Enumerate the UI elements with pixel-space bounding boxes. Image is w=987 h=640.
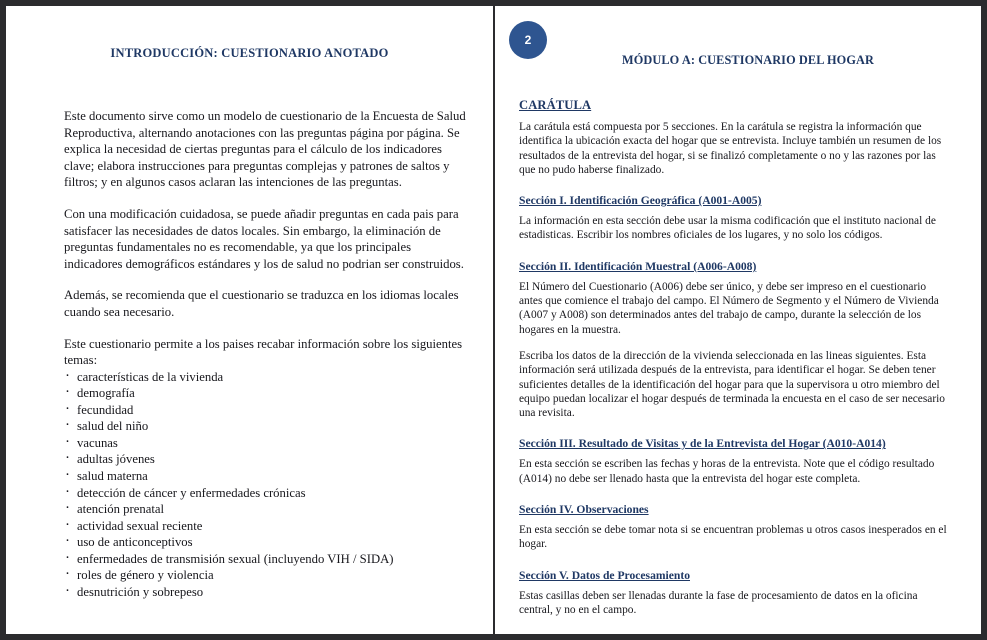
list-item: · salud materna <box>64 468 467 485</box>
section-paragraph: La carátula está compuesta por 5 secciones. En la carátula se registra la información que identifica la ubicación exacta del hogar que se entrevista. Incluye también un resumen de los resultados de la entrevista del hogar, si se finalizó completamente o no y las razones por las que no pudo haberse finalizado. <box>519 121 942 176</box>
intro-paragraph: Con una modificación cuidadosa, se puede añadir preguntas en cada pais para satisfacer las necesidades de datos locales. Sin embargo, la eliminación de preguntas fundamentales no es recomendable, ya que los principales indicadores demográficos estándares y los de salud no podrian ser construidos. <box>64 206 464 271</box>
intro-paragraph: Este documento sirve como un modelo de cuestionario de la Encuesta de Salud Reproductiva, alternando anotaciones con las preguntas página por página. Se explica la necesidad de ciertas preguntas para el cálculo de los indicadores clave; elabora instrucciones para preguntas complejas y patrones de saltos y filtros; y en algunos casos aclaran las intenciones de las preguntas. <box>64 109 466 190</box>
list-item: · características de la vivienda <box>64 369 467 386</box>
list-item: · atención prenatal <box>64 501 467 518</box>
section-heading-iv: Sección IV. Observaciones <box>519 503 649 517</box>
section-paragraph: En esta sección se debe tomar nota si se encuentran problemas u otros casos inesperados en el hogar. <box>519 524 947 551</box>
section-heading-ii: Sección II. Identificación Muestral (A006-A008) <box>519 259 757 273</box>
left-page <box>6 6 493 634</box>
list-item: · vacunas <box>64 435 467 452</box>
page-number-badge: 2 <box>509 21 547 59</box>
section-heading-caratula: CARÁTULA <box>519 98 592 112</box>
topics-lead-in: Este cuestionario permite a los paises recabar información sobre los siguientes temas: <box>64 336 463 368</box>
section-paragraph: En esta sección se escriben las fechas y horas de la entrevista. Note que el código resultado (A014) no debe ser llenado hasta que la entrevista del hogar este completa. <box>519 458 935 485</box>
section-heading-v: Sección V. Datos de Procesamiento <box>519 568 690 582</box>
section-paragraph: El Número del Cuestionario (A006) debe ser único, y debe ser impreso en el cuestionario antes que comience el trabajo del campo. El Número de Segmento y el Número de Vivienda (A007 y A008) son determinados antes del trabajo de campo, durante la selección de los hogares en la muestra. <box>519 280 939 336</box>
right-page-body <box>495 98 981 617</box>
section-paragraph: Estas casillas deben ser llenadas durante la fase de procesamiento de datos en la oficina central, y no en el campo. <box>519 589 918 616</box>
left-page-body <box>64 108 467 600</box>
list-item: · uso de anticonceptivos <box>64 534 467 551</box>
left-page-title: INTRODUCCIÓN: CUESTIONARIO ANOTADO <box>110 46 389 60</box>
list-item: · demografía <box>64 385 467 402</box>
list-item: · salud del niño <box>64 418 467 435</box>
intro-paragraph: Además, se recomienda que el cuestionario se traduzca en los idiomas locales cuando sea necesario. <box>64 288 459 319</box>
list-item: · roles de género y violencia <box>64 567 467 584</box>
right-page-title: MÓDULO A: CUESTIONARIO DEL HOGAR <box>622 53 874 67</box>
list-item: · desnutrición y sobrepeso <box>64 584 467 601</box>
list-item: · adultas jóvenes <box>64 451 467 468</box>
topic-list <box>64 369 467 601</box>
section-paragraph: La información en esta sección debe usar la misma codificación que el instituto nacional de estadisticas. Escribir los nombres oficiales de los lugares, y no solo los códigos. <box>519 215 936 242</box>
list-item: · enfermedades de transmisión sexual (incluyendo VIH / SIDA) <box>64 551 467 568</box>
section-heading-iii: Sección III. Resultado de Visitas y de la Entrevista del Hogar (A010-A014) <box>519 437 886 451</box>
list-item: · fecundidad <box>64 402 467 419</box>
section-heading-i: Sección I. Identificación Geográfica (A001-A005) <box>519 194 762 208</box>
list-item: · actividad sexual reciente <box>64 518 467 535</box>
right-page <box>495 6 981 634</box>
section-paragraph: Escriba los datos de la dirección de la vivienda seleccionada en las lineas siguientes. Esta información será utilizada después de la entrevista, para identificar el hogar. Se deben tener suficientes detalles de la identificación del hogar para que la supervisora u otro miembro del equipo puedan localizar el hogar después de terminada la encuesta en el caso de ser necesario una revisita. <box>519 349 946 420</box>
list-item: · detección de cáncer y enfermedades crónicas <box>64 485 467 502</box>
